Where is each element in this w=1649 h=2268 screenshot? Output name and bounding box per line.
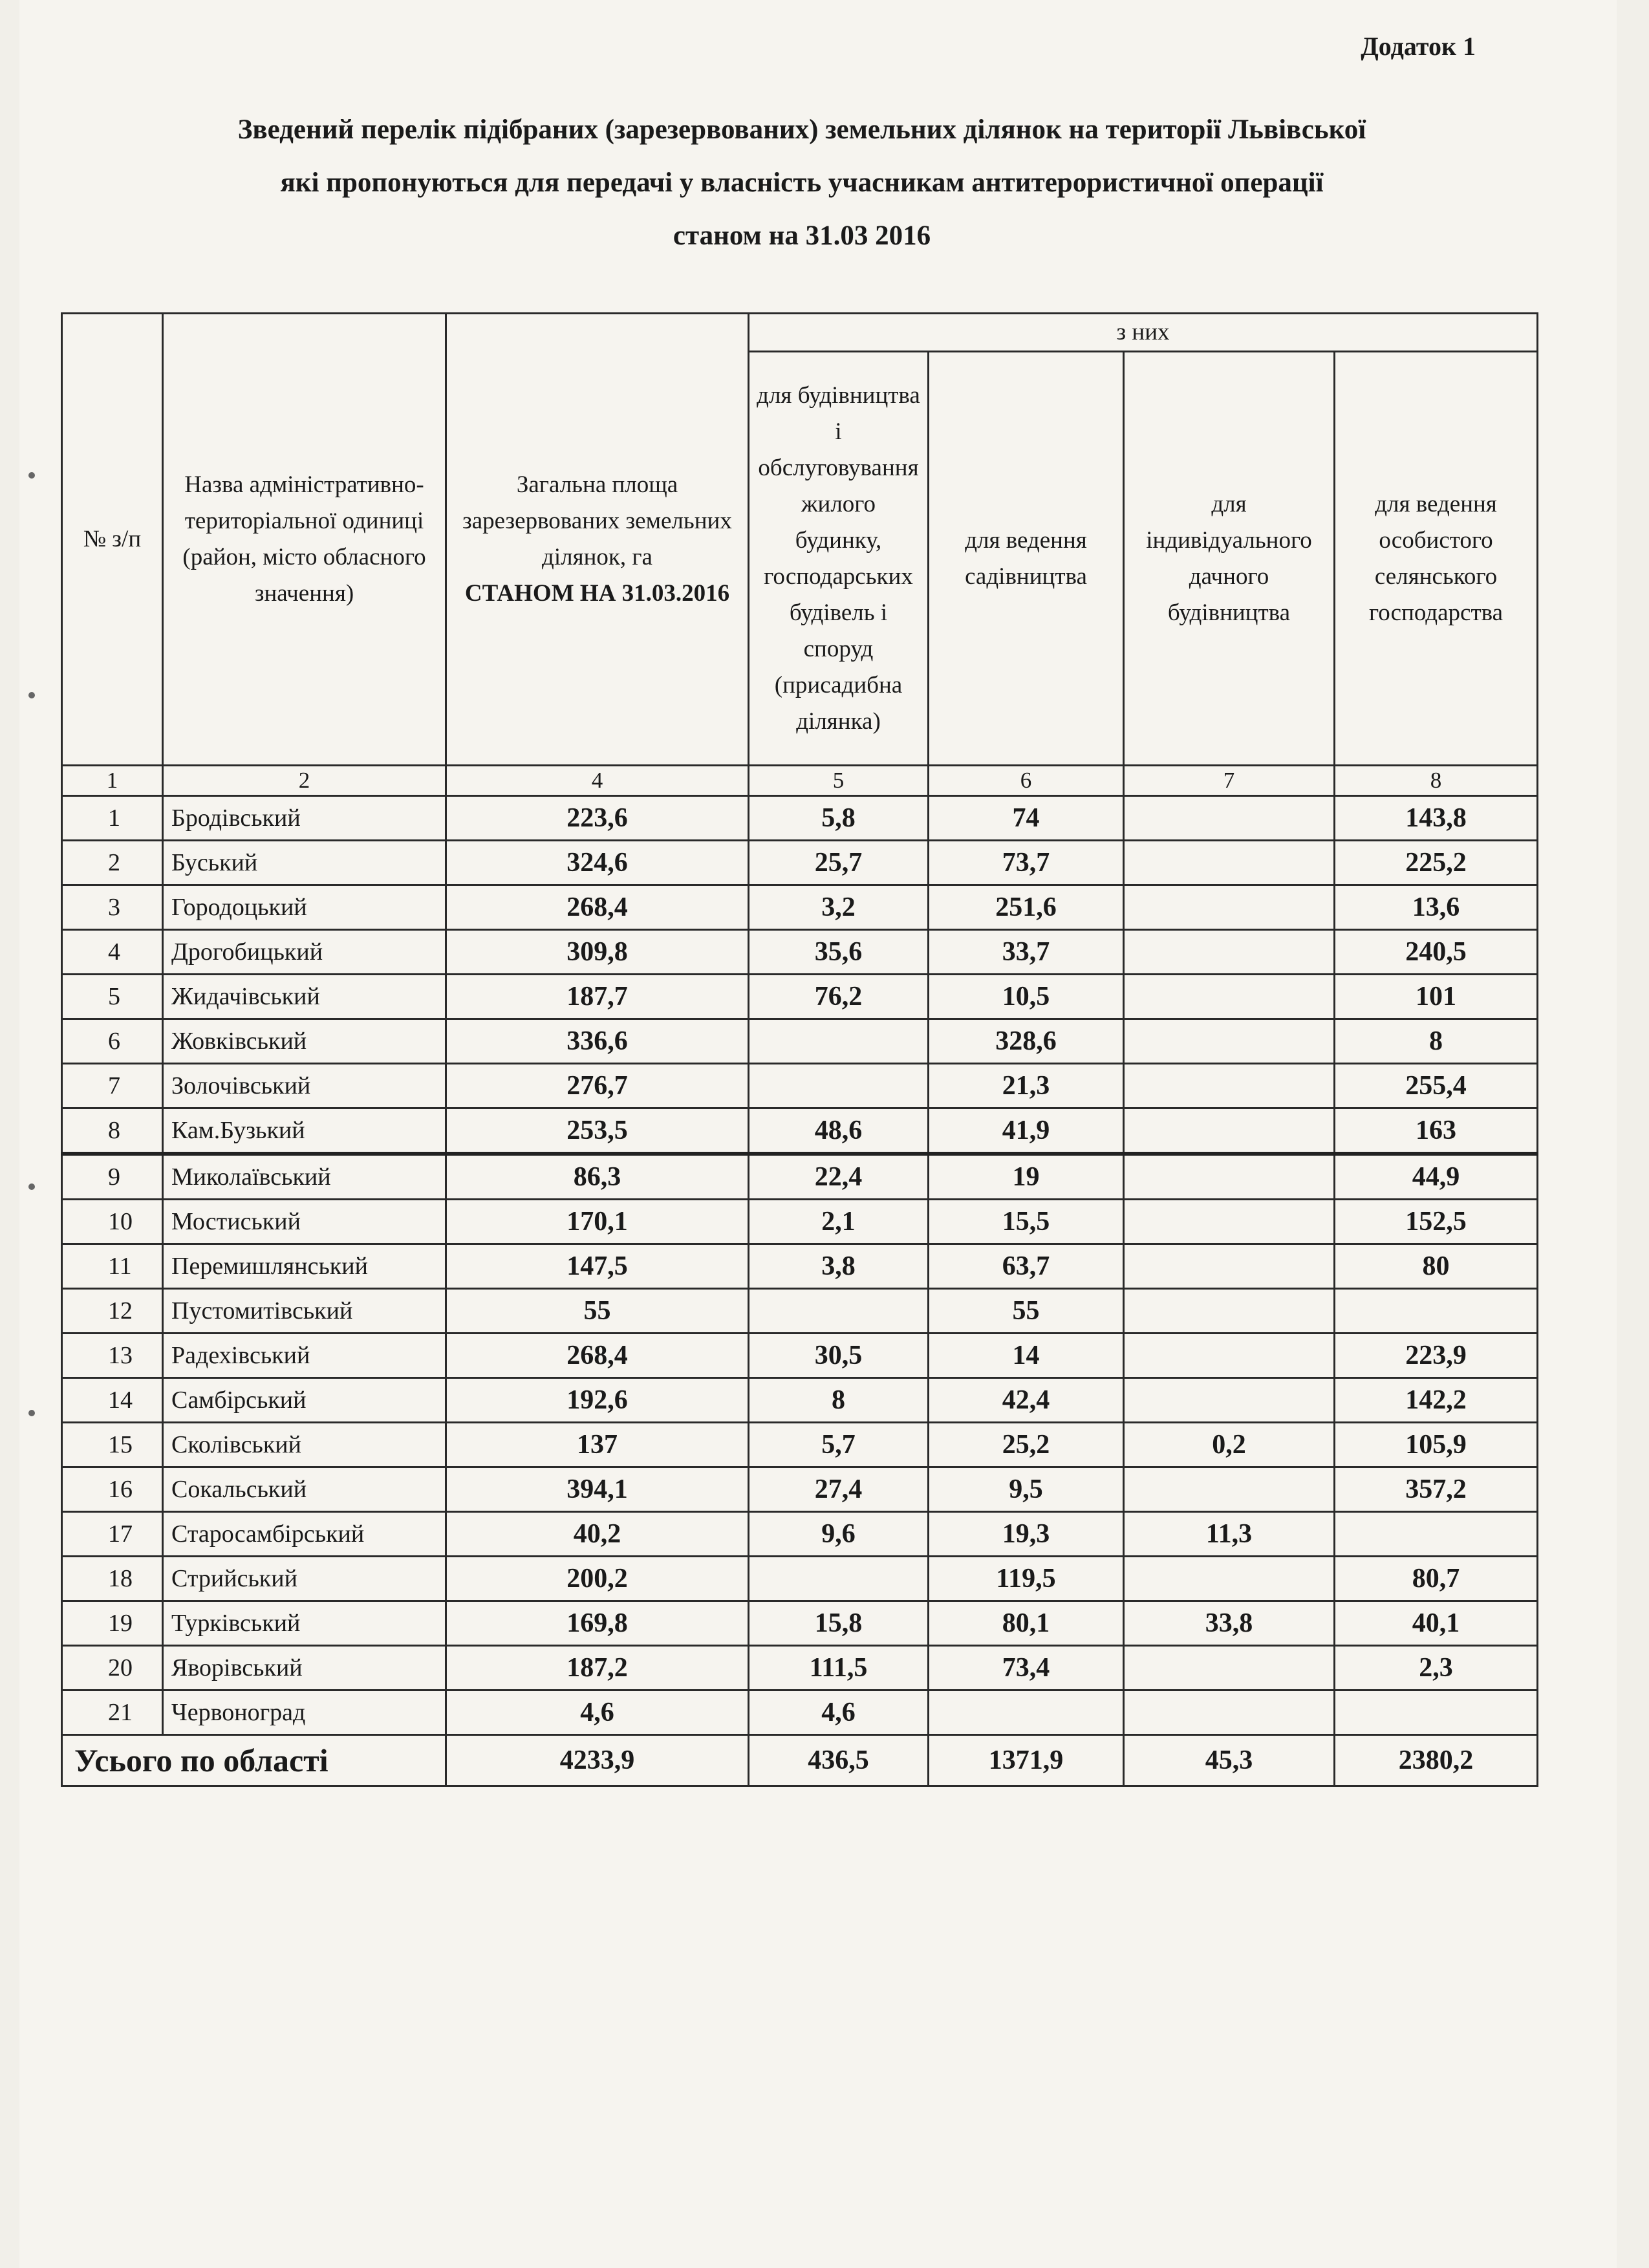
row-number: 16 xyxy=(62,1467,163,1512)
housing-area-value: 76,2 xyxy=(749,975,929,1019)
gardening-area-value: 19,3 xyxy=(929,1512,1124,1557)
admin-unit-name: Червоноград xyxy=(163,1690,446,1735)
header-gardening: для ведення садівництва xyxy=(929,352,1124,766)
admin-unit-name: Золочівський xyxy=(163,1064,446,1108)
total-area-value: 394,1 xyxy=(446,1467,749,1512)
gardening-area-value: 25,2 xyxy=(929,1423,1124,1467)
header-total-area-text: Загальна площа зарезервованих земельних ділянок, га xyxy=(462,471,732,570)
row-number: 15 xyxy=(62,1423,163,1467)
farming-area-value: 357,2 xyxy=(1335,1467,1538,1512)
row-number: 18 xyxy=(62,1557,163,1601)
admin-unit-name: Жидачівський xyxy=(163,975,446,1019)
row-number: 3 xyxy=(62,885,163,930)
housing-area-value: 5,7 xyxy=(749,1423,929,1467)
housing-area-value: 25,7 xyxy=(749,841,929,885)
farming-area-value: 80 xyxy=(1335,1244,1538,1289)
gardening-area-value: 119,5 xyxy=(929,1557,1124,1601)
dacha-area-value xyxy=(1124,1108,1335,1154)
table-row xyxy=(62,1557,1538,1601)
column-number: 6 xyxy=(929,766,1124,796)
dacha-area-value xyxy=(1124,796,1335,841)
total-area-value: 169,8 xyxy=(446,1601,749,1646)
gardening-area-value: 14 xyxy=(929,1334,1124,1378)
dacha-area-value xyxy=(1124,930,1335,975)
total-label: Усього по області xyxy=(62,1735,446,1786)
housing-area-value: 4,6 xyxy=(749,1690,929,1735)
total-area-value: 223,6 xyxy=(446,796,749,841)
farming-area-value: 8 xyxy=(1335,1019,1538,1064)
total-farm-value: 2380,2 xyxy=(1335,1735,1538,1786)
total-total-value: 4233,9 xyxy=(446,1735,749,1786)
gardening-area-value: 41,9 xyxy=(929,1108,1124,1154)
housing-area-value: 9,6 xyxy=(749,1512,929,1557)
total-garden-value: 1371,9 xyxy=(929,1735,1124,1786)
row-number: 14 xyxy=(62,1378,163,1423)
admin-unit-name: Мостиський xyxy=(163,1200,446,1244)
admin-unit-name: Стрийський xyxy=(163,1557,446,1601)
header-housing: для будівництва і обслуговування жилого будинку, господарських будівель і споруд (присадибна ділянка) xyxy=(749,352,929,766)
farming-area-value: 44,9 xyxy=(1335,1154,1538,1200)
dacha-area-value xyxy=(1124,841,1335,885)
row-number: 7 xyxy=(62,1064,163,1108)
gardening-area-value: 15,5 xyxy=(929,1200,1124,1244)
binder-hole-mark xyxy=(28,1183,35,1190)
table-row xyxy=(62,1512,1538,1557)
column-number: 2 xyxy=(163,766,446,796)
total-area-value: 309,8 xyxy=(446,930,749,975)
row-number: 11 xyxy=(62,1244,163,1289)
dacha-area-value xyxy=(1124,1019,1335,1064)
total-dacha-value: 45,3 xyxy=(1124,1735,1335,1786)
dacha-area-value xyxy=(1124,1334,1335,1378)
table-row xyxy=(62,1467,1538,1512)
total-area-value: 268,4 xyxy=(446,885,749,930)
housing-area-value: 3,8 xyxy=(749,1244,929,1289)
farming-area-value: 142,2 xyxy=(1335,1378,1538,1423)
header-dacha: для індивідуального дачного будівництва xyxy=(1124,352,1335,766)
admin-unit-name: Самбірський xyxy=(163,1378,446,1423)
housing-area-value xyxy=(749,1019,929,1064)
title-line-2: які пропонуються для передачі у власність учасникам антитерористичної операції xyxy=(280,167,1324,198)
admin-unit-name: Сокальський xyxy=(163,1467,446,1512)
gardening-area-value: 73,7 xyxy=(929,841,1124,885)
admin-unit-name: Городоцький xyxy=(163,885,446,930)
admin-unit-name: Кам.Бузький xyxy=(163,1108,446,1154)
row-number: 21 xyxy=(62,1690,163,1735)
gardening-area-value: 63,7 xyxy=(929,1244,1124,1289)
table-row xyxy=(62,1690,1538,1735)
housing-area-value: 3,2 xyxy=(749,885,929,930)
farming-area-value xyxy=(1335,1512,1538,1557)
admin-unit-name: Бродівський xyxy=(163,796,446,841)
gardening-area-value xyxy=(929,1690,1124,1735)
table-row xyxy=(62,1378,1538,1423)
total-area-value: 137 xyxy=(446,1423,749,1467)
gardening-area-value: 42,4 xyxy=(929,1378,1124,1423)
farming-area-value xyxy=(1335,1289,1538,1334)
gardening-area-value: 9,5 xyxy=(929,1467,1124,1512)
row-number: 6 xyxy=(62,1019,163,1064)
farming-area-value: 40,1 xyxy=(1335,1601,1538,1646)
table-row xyxy=(62,1019,1538,1064)
row-number: 1 xyxy=(62,796,163,841)
housing-area-value: 2,1 xyxy=(749,1200,929,1244)
title-line-3: станом на 31.03 2016 xyxy=(673,221,931,251)
dacha-area-value xyxy=(1124,1200,1335,1244)
dacha-area-value xyxy=(1124,1557,1335,1601)
total-area-value: 147,5 xyxy=(446,1244,749,1289)
dacha-area-value: 33,8 xyxy=(1124,1601,1335,1646)
housing-area-value xyxy=(749,1557,929,1601)
row-number: 17 xyxy=(62,1512,163,1557)
table-row xyxy=(62,1244,1538,1289)
farming-area-value: 163 xyxy=(1335,1108,1538,1154)
gardening-area-value: 73,4 xyxy=(929,1646,1124,1690)
farming-area-value: 80,7 xyxy=(1335,1557,1538,1601)
dacha-area-value xyxy=(1124,975,1335,1019)
header-of-them: з них xyxy=(749,314,1538,352)
binder-hole-mark xyxy=(28,472,35,479)
dacha-area-value xyxy=(1124,1064,1335,1108)
housing-area-value: 111,5 xyxy=(749,1646,929,1690)
farming-area-value: 2,3 xyxy=(1335,1646,1538,1690)
row-number: 12 xyxy=(62,1289,163,1334)
farming-area-value: 105,9 xyxy=(1335,1423,1538,1467)
document-title xyxy=(58,103,1546,263)
dacha-area-value xyxy=(1124,1154,1335,1200)
gardening-area-value: 21,3 xyxy=(929,1064,1124,1108)
header-farming: для ведення особистого селянського господарства xyxy=(1335,352,1538,766)
gardening-area-value: 251,6 xyxy=(929,885,1124,930)
document-sheet xyxy=(19,0,1617,2268)
row-number: 4 xyxy=(62,930,163,975)
appendix-label: Додаток 1 xyxy=(1361,32,1476,61)
housing-area-value: 22,4 xyxy=(749,1154,929,1200)
table-row xyxy=(62,796,1538,841)
admin-unit-name: Сколівський xyxy=(163,1423,446,1467)
header-total-area-date: СТАНОМ НА 31.03.2016 xyxy=(464,580,730,607)
gardening-area-value: 80,1 xyxy=(929,1601,1124,1646)
housing-area-value: 5,8 xyxy=(749,796,929,841)
farming-area-value: 240,5 xyxy=(1335,930,1538,975)
binder-hole-mark xyxy=(28,1410,35,1416)
total-area-value: 268,4 xyxy=(446,1334,749,1378)
admin-unit-name: Турківський xyxy=(163,1601,446,1646)
table-row xyxy=(62,1289,1538,1334)
admin-unit-name: Жовківський xyxy=(163,1019,446,1064)
farming-area-value: 225,2 xyxy=(1335,841,1538,885)
row-number: 2 xyxy=(62,841,163,885)
housing-area-value xyxy=(749,1289,929,1334)
table-row xyxy=(62,1200,1538,1244)
table-row xyxy=(62,1108,1538,1154)
gardening-area-value: 33,7 xyxy=(929,930,1124,975)
dacha-area-value xyxy=(1124,1646,1335,1690)
gardening-area-value: 55 xyxy=(929,1289,1124,1334)
housing-area-value xyxy=(749,1064,929,1108)
header-total-area xyxy=(446,314,749,766)
column-number: 4 xyxy=(446,766,749,796)
total-area-value: 4,6 xyxy=(446,1690,749,1735)
table-row xyxy=(62,885,1538,930)
housing-area-value: 8 xyxy=(749,1378,929,1423)
total-area-value: 336,6 xyxy=(446,1019,749,1064)
housing-area-value: 15,8 xyxy=(749,1601,929,1646)
dacha-area-value xyxy=(1124,1289,1335,1334)
housing-area-value: 30,5 xyxy=(749,1334,929,1378)
gardening-area-value: 19 xyxy=(929,1154,1124,1200)
table-row xyxy=(62,930,1538,975)
table-row xyxy=(62,1064,1538,1108)
total-area-value: 86,3 xyxy=(446,1154,749,1200)
table-row xyxy=(62,841,1538,885)
table-row xyxy=(62,1334,1538,1378)
dacha-area-value: 0,2 xyxy=(1124,1423,1335,1467)
total-row xyxy=(62,1735,1538,1786)
dacha-area-value xyxy=(1124,1690,1335,1735)
table-row xyxy=(62,1646,1538,1690)
column-number: 5 xyxy=(749,766,929,796)
farming-area-value: 13,6 xyxy=(1335,885,1538,930)
total-area-value: 192,6 xyxy=(446,1378,749,1423)
land-plots-table xyxy=(61,312,1538,1787)
admin-unit-name: Яворівський xyxy=(163,1646,446,1690)
table-row xyxy=(62,975,1538,1019)
gardening-area-value: 328,6 xyxy=(929,1019,1124,1064)
column-number: 7 xyxy=(1124,766,1335,796)
header-admin-unit: Назва адміністративно-територіальної одиниці (район, місто обласного значення) xyxy=(163,314,446,766)
dacha-area-value: 11,3 xyxy=(1124,1512,1335,1557)
dacha-area-value xyxy=(1124,1244,1335,1289)
admin-unit-name: Радехівський xyxy=(163,1334,446,1378)
column-numbers-row xyxy=(62,766,1538,796)
admin-unit-name: Пустомитівський xyxy=(163,1289,446,1334)
farming-area-value xyxy=(1335,1690,1538,1735)
farming-area-value: 101 xyxy=(1335,975,1538,1019)
header-number: № з/п xyxy=(62,314,163,766)
total-area-value: 170,1 xyxy=(446,1200,749,1244)
housing-area-value: 27,4 xyxy=(749,1467,929,1512)
row-number: 8 xyxy=(62,1108,163,1154)
table-row xyxy=(62,1601,1538,1646)
table-row xyxy=(62,1423,1538,1467)
farming-area-value: 152,5 xyxy=(1335,1200,1538,1244)
row-number: 19 xyxy=(62,1601,163,1646)
dacha-area-value xyxy=(1124,1378,1335,1423)
total-area-value: 276,7 xyxy=(446,1064,749,1108)
row-number: 13 xyxy=(62,1334,163,1378)
dacha-area-value xyxy=(1124,885,1335,930)
total-area-value: 55 xyxy=(446,1289,749,1334)
housing-area-value: 35,6 xyxy=(749,930,929,975)
column-number: 8 xyxy=(1335,766,1538,796)
farming-area-value: 255,4 xyxy=(1335,1064,1538,1108)
row-number: 20 xyxy=(62,1646,163,1690)
admin-unit-name: Дрогобицький xyxy=(163,930,446,975)
total-housing-value: 436,5 xyxy=(749,1735,929,1786)
farming-area-value: 143,8 xyxy=(1335,796,1538,841)
admin-unit-name: Перемишлянський xyxy=(163,1244,446,1289)
total-area-value: 324,6 xyxy=(446,841,749,885)
admin-unit-name: Старосамбірський xyxy=(163,1512,446,1557)
admin-unit-name: Буський xyxy=(163,841,446,885)
table-row xyxy=(62,1154,1538,1200)
row-number: 9 xyxy=(62,1154,163,1200)
total-area-value: 187,2 xyxy=(446,1646,749,1690)
title-line-1: Зведений перелік підібраних (зарезервованих) земельних ділянок на території Львівської xyxy=(237,114,1366,145)
binder-hole-mark xyxy=(28,692,35,698)
total-area-value: 40,2 xyxy=(446,1512,749,1557)
farming-area-value: 223,9 xyxy=(1335,1334,1538,1378)
total-area-value: 187,7 xyxy=(446,975,749,1019)
admin-unit-name: Миколаївський xyxy=(163,1154,446,1200)
dacha-area-value xyxy=(1124,1467,1335,1512)
row-number: 10 xyxy=(62,1200,163,1244)
gardening-area-value: 74 xyxy=(929,796,1124,841)
total-area-value: 253,5 xyxy=(446,1108,749,1154)
row-number: 5 xyxy=(62,975,163,1019)
total-area-value: 200,2 xyxy=(446,1557,749,1601)
gardening-area-value: 10,5 xyxy=(929,975,1124,1019)
column-number: 1 xyxy=(62,766,163,796)
housing-area-value: 48,6 xyxy=(749,1108,929,1154)
